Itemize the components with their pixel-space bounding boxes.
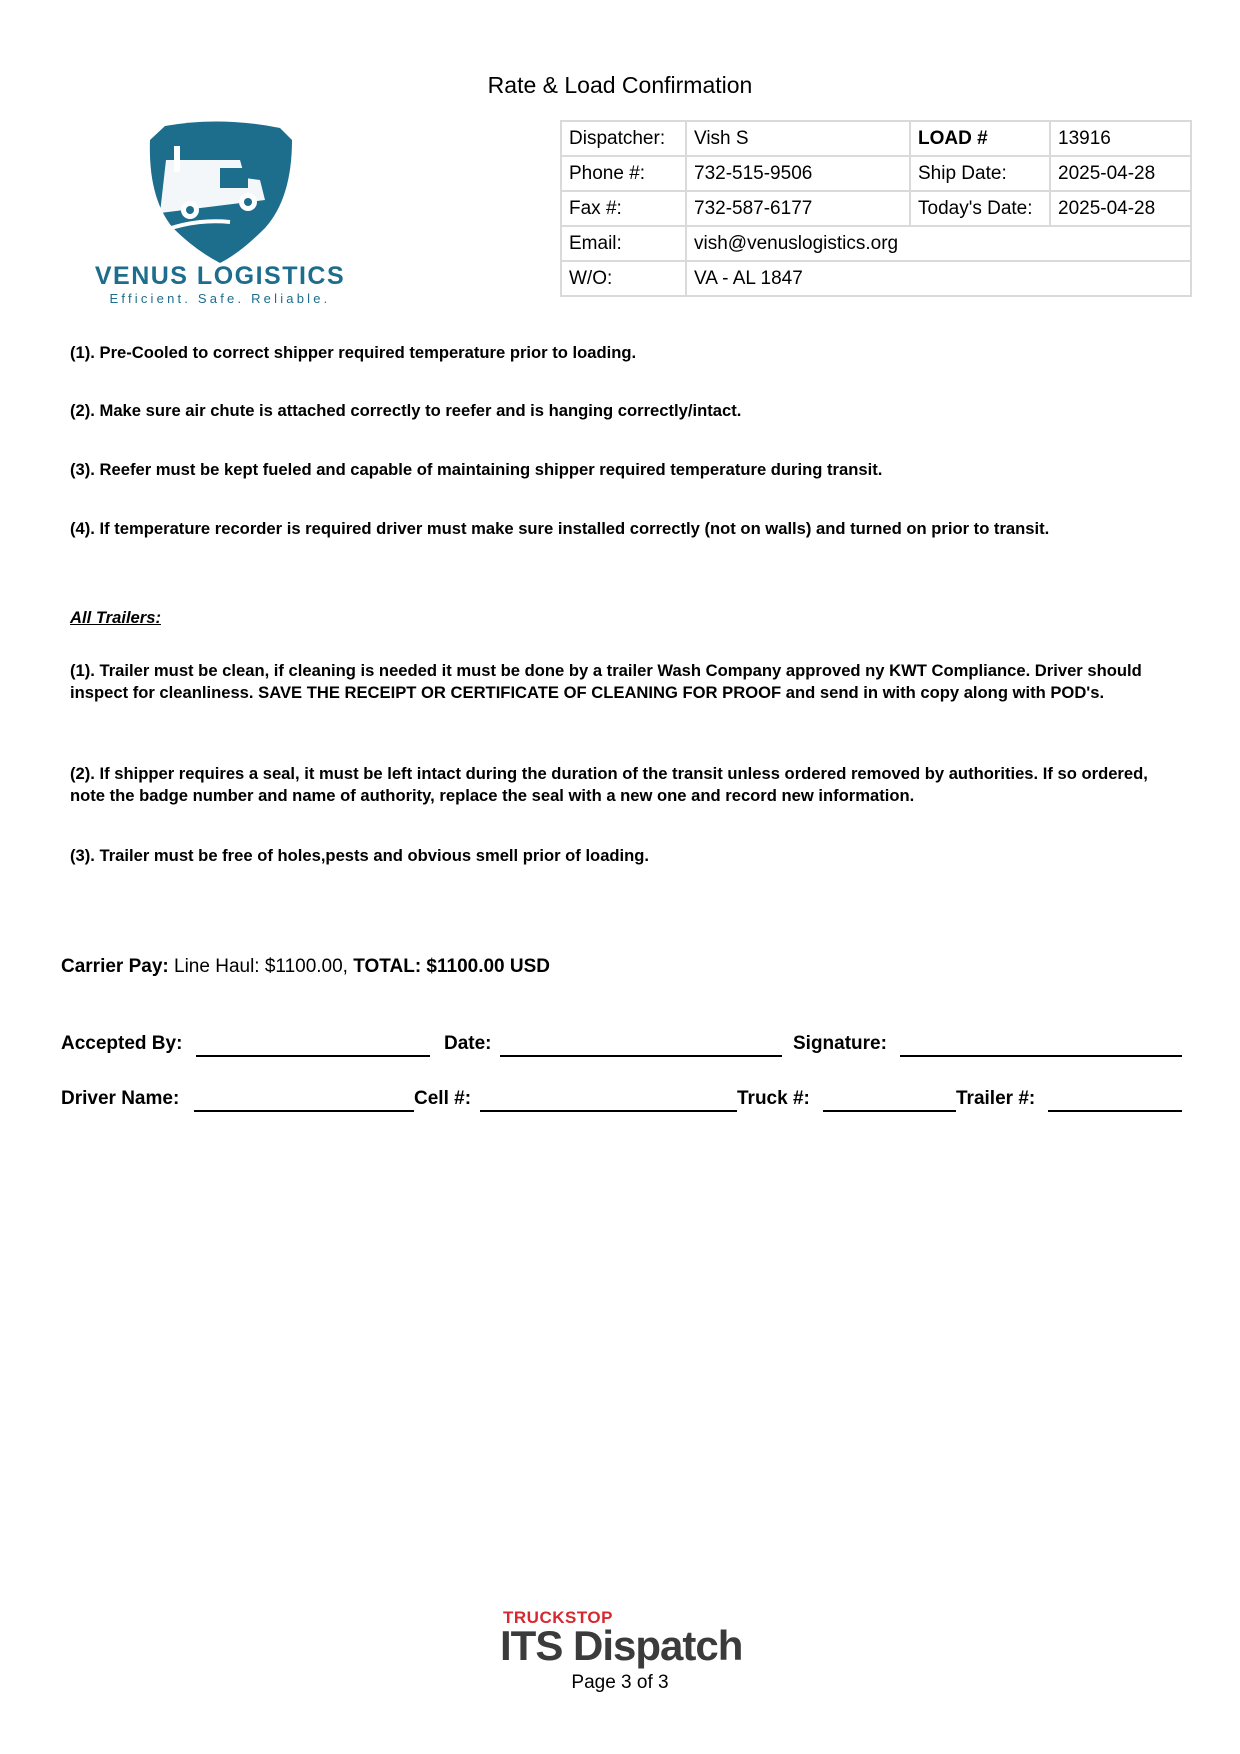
truckstop-logo: TRUCKSTOP — [503, 1608, 613, 1627]
logo-name: VENUS LOGISTICS — [94, 262, 346, 290]
carrier-pay-label: Carrier Pay: — [61, 956, 169, 977]
signature-label: Signature: — [793, 1033, 887, 1054]
dispatcher-label: Dispatcher: — [561, 121, 686, 156]
carrier-pay — [61, 956, 550, 978]
todays-date-value: 2025-04-28 — [1050, 191, 1191, 226]
driver-name-label: Driver Name: — [61, 1088, 180, 1109]
line-haul: Line Haul: $1100.00, — [174, 956, 348, 977]
dispatcher-value: Vish S — [686, 121, 910, 156]
table-row — [561, 156, 1191, 191]
date-label: Date: — [444, 1033, 492, 1054]
page-title: Rate & Load Confirmation — [487, 72, 753, 98]
ship-date-value: 2025-04-28 — [1050, 156, 1191, 191]
reefer-rule-3: (3). Reefer must be kept fueled and capable of maintaining shipper required temperature during transit. — [70, 460, 883, 479]
date-line[interactable] — [500, 1055, 782, 1057]
signature-line[interactable] — [900, 1055, 1182, 1057]
cell-line[interactable] — [480, 1110, 737, 1112]
driver-name-line[interactable] — [194, 1110, 414, 1112]
fax-value: 732-587-6177 — [686, 191, 910, 226]
trailer-rule-2: (2). If shipper requires a seal, it must be left intact during the duration of the transit unless ordered removed by authorities. If so ordered, note the badge number and name of authority, replace the seal with a new one and record new information. — [70, 764, 1148, 805]
accepted-by-line[interactable] — [196, 1055, 430, 1057]
accepted-by-label: Accepted By: — [61, 1033, 183, 1054]
its-dispatch-logo: ITS Dispatch — [500, 1622, 743, 1669]
truck-label: Truck #: — [737, 1088, 810, 1109]
table-row — [561, 226, 1191, 261]
todays-date-label: Today's Date: — [910, 191, 1050, 226]
all-trailers-heading: All Trailers: — [70, 608, 161, 627]
ship-date-label: Ship Date: — [910, 156, 1050, 191]
carrier-pay-total: TOTAL: $1100.00 USD — [353, 956, 551, 977]
fax-label: Fax #: — [561, 191, 686, 226]
logo-tagline: Efficient. Safe. Reliable. — [109, 291, 331, 306]
reefer-rule-2: (2). Make sure air chute is attached correctly to reefer and is hanging correctly/intact. — [70, 401, 742, 420]
cell-label: Cell #: — [414, 1088, 472, 1109]
reefer-rule-1: (1). Pre-Cooled to correct shipper required temperature prior to loading. — [70, 343, 637, 362]
load-info-table — [560, 120, 1192, 297]
load-number-value: 13916 — [1050, 121, 1191, 156]
table-row — [561, 261, 1191, 296]
page-number: Page 3 of 3 — [571, 1672, 669, 1693]
reefer-rule-4: (4). If temperature recorder is required driver must make sure installed correctly (not on walls) and turned on prior to transit. — [70, 519, 1050, 538]
truck-line[interactable] — [823, 1110, 956, 1112]
wo-value: VA - AL 1847 — [686, 261, 1191, 296]
trailer-label: Trailer #: — [956, 1088, 1036, 1109]
email-label: Email: — [561, 226, 686, 261]
trailer-line[interactable] — [1048, 1110, 1182, 1112]
wo-label: W/O: — [561, 261, 686, 296]
table-row — [561, 121, 1191, 156]
trailer-rule-1: (1). Trailer must be clean, if cleaning is needed it must be done by a trailer Wash Company approved ny KWT Compliance. Driver should inspect for cleanliness. SAVE THE RECEIPT OR CERTIFICATE OF CLEANING FOR PROOF and send in with copy along with POD's. — [70, 661, 1142, 702]
email-value: vish@venuslogistics.org — [686, 226, 1191, 261]
trailer-rule-3: (3). Trailer must be free of holes,pests and obvious smell prior of loading. — [70, 846, 650, 865]
table-row — [561, 191, 1191, 226]
load-number-label: LOAD # — [910, 121, 1050, 156]
phone-label: Phone #: — [561, 156, 686, 191]
phone-value: 732-515-9506 — [686, 156, 910, 191]
